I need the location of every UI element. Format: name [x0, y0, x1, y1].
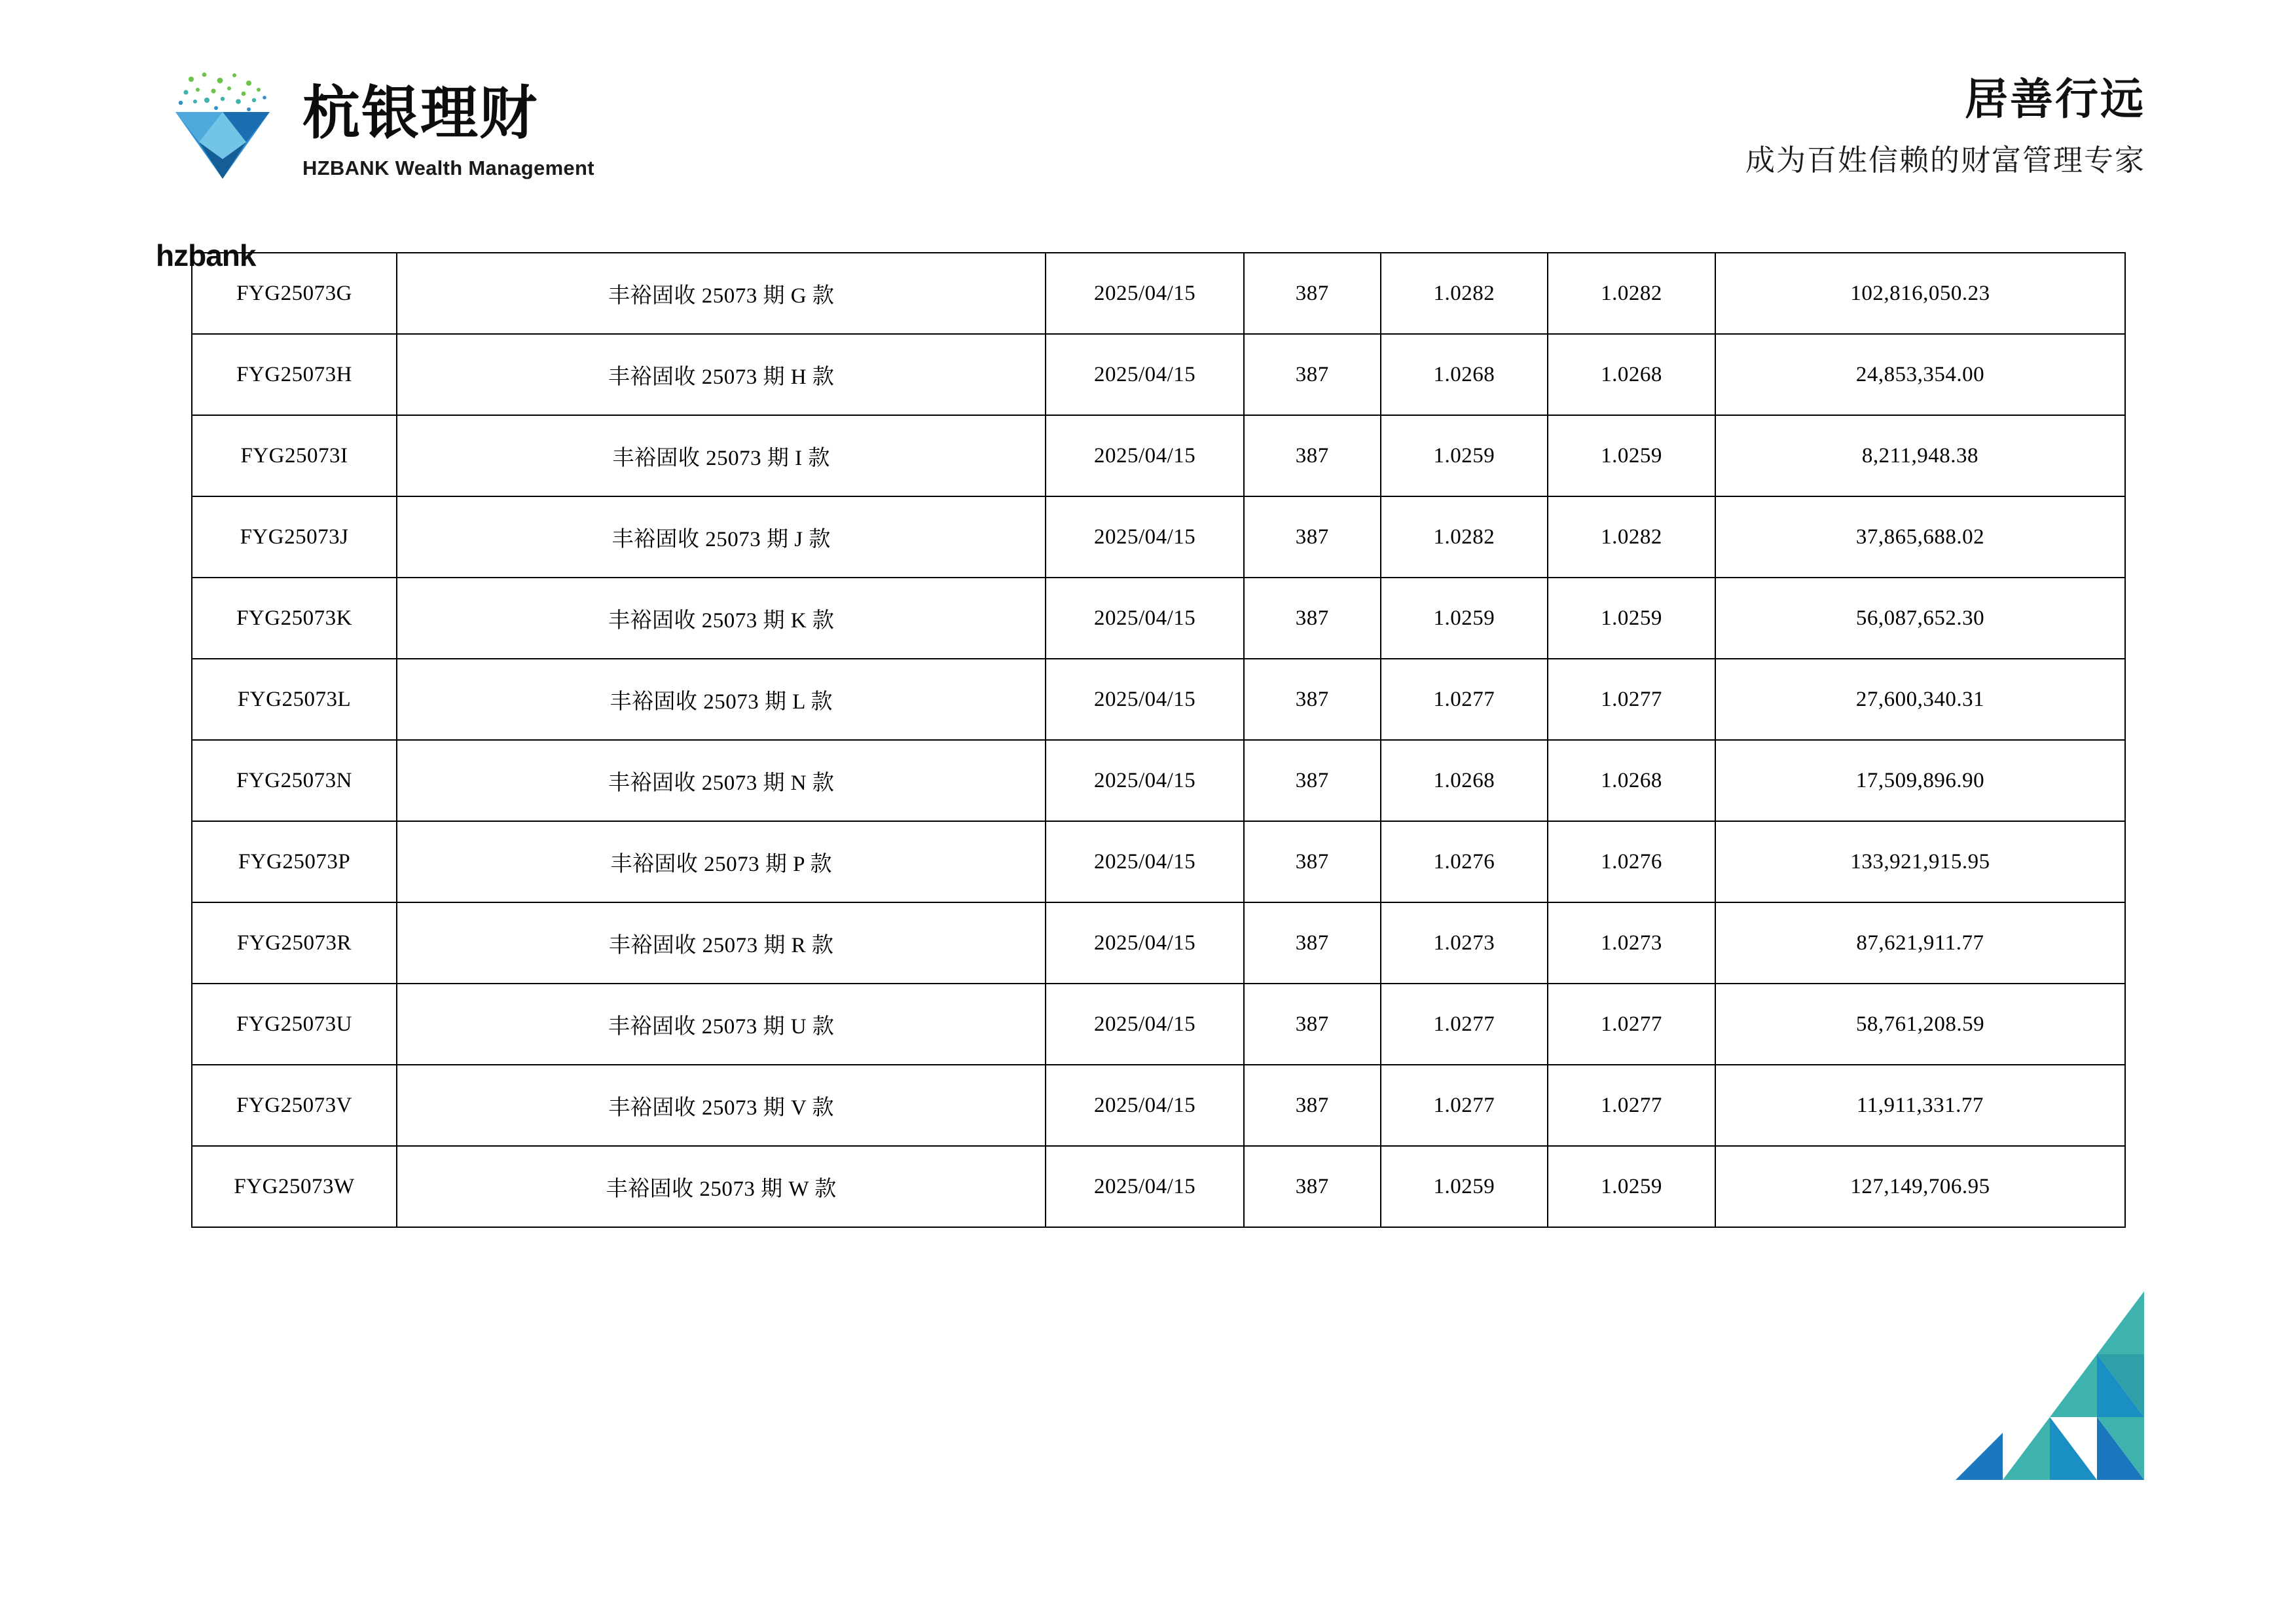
cell-product-name: 丰裕固收 25073 期 P 款: [397, 821, 1046, 902]
cell-product-name: 丰裕固收 25073 期 L 款: [397, 659, 1046, 740]
cell-product-scale: 11,911,331.77: [1715, 1065, 2125, 1146]
cell-cumulative-nav: 1.0282: [1548, 496, 1715, 578]
table-row: [192, 984, 2125, 1065]
table-row: [192, 1065, 2125, 1146]
cell-valuation-date: 2025/04/15: [1046, 821, 1244, 902]
cell-unit-nav: 1.0282: [1381, 496, 1548, 578]
cell-unit-nav: 1.0268: [1381, 740, 1548, 821]
cell-cumulative-nav: 1.0259: [1548, 415, 1715, 496]
cell-cumulative-nav: 1.0277: [1548, 1065, 1715, 1146]
table-body: [192, 253, 2125, 1227]
cell-operating-days: 387: [1244, 496, 1381, 578]
slogan-block: [1745, 75, 2145, 179]
cell-unit-nav: 1.0276: [1381, 821, 1548, 902]
brand-lockup: [157, 69, 594, 183]
cell-cumulative-nav: 1.0282: [1548, 253, 1715, 334]
table-row: [192, 334, 2125, 415]
cell-product-code: FYG25073R: [192, 902, 397, 984]
table-row: [192, 496, 2125, 578]
cell-operating-days: 387: [1244, 821, 1381, 902]
cell-unit-nav: 1.0259: [1381, 415, 1548, 496]
cell-product-code: FYG25073U: [192, 984, 397, 1065]
cell-product-code: FYG25073K: [192, 578, 397, 659]
cell-product-scale: 87,621,911.77: [1715, 902, 2125, 984]
brand-text-block: [302, 69, 594, 180]
cell-product-scale: 8,211,948.38: [1715, 415, 2125, 496]
cell-valuation-date: 2025/04/15: [1046, 415, 1244, 496]
table-row: [192, 415, 2125, 496]
cell-product-name: 丰裕固收 25073 期 G 款: [397, 253, 1046, 334]
cell-product-code: FYG25073P: [192, 821, 397, 902]
cell-product-scale: 58,761,208.59: [1715, 984, 2125, 1065]
cell-unit-nav: 1.0273: [1381, 902, 1548, 984]
cell-operating-days: 387: [1244, 415, 1381, 496]
cell-product-name: 丰裕固收 25073 期 W 款: [397, 1146, 1046, 1227]
cell-operating-days: 387: [1244, 740, 1381, 821]
cell-unit-nav: 1.0277: [1381, 1065, 1548, 1146]
cell-valuation-date: 2025/04/15: [1046, 578, 1244, 659]
cell-product-scale: 102,816,050.23: [1715, 253, 2125, 334]
cell-product-code: FYG25073G: [192, 253, 397, 334]
cell-cumulative-nav: 1.0273: [1548, 902, 1715, 984]
cell-product-name: 丰裕固收 25073 期 H 款: [397, 334, 1046, 415]
cell-product-scale: 133,921,915.95: [1715, 821, 2125, 902]
cell-cumulative-nav: 1.0276: [1548, 821, 1715, 902]
cell-product-scale: 17,509,896.90: [1715, 740, 2125, 821]
table-row: [192, 659, 2125, 740]
cell-valuation-date: 2025/04/15: [1046, 334, 1244, 415]
cell-product-scale: 56,087,652.30: [1715, 578, 2125, 659]
page-header: [0, 69, 2296, 272]
table-row: [192, 578, 2125, 659]
cell-product-name: 丰裕固收 25073 期 R 款: [397, 902, 1046, 984]
table-row: [192, 902, 2125, 984]
brand-name-cn: 杭银理财: [302, 81, 539, 145]
cell-valuation-date: 2025/04/15: [1046, 984, 1244, 1065]
cell-operating-days: 387: [1244, 578, 1381, 659]
cell-product-scale: 24,853,354.00: [1715, 334, 2125, 415]
cell-valuation-date: 2025/04/15: [1046, 659, 1244, 740]
brand-name-en: HZBANK Wealth Management: [302, 157, 594, 179]
cell-unit-nav: 1.0277: [1381, 659, 1548, 740]
cell-product-code: FYG25073W: [192, 1146, 397, 1227]
table-row: [192, 253, 2125, 334]
cell-product-scale: 127,149,706.95: [1715, 1146, 2125, 1227]
cell-cumulative-nav: 1.0277: [1548, 659, 1715, 740]
cell-cumulative-nav: 1.0268: [1548, 740, 1715, 821]
hzbank-logo-icon: [157, 69, 288, 183]
cell-product-code: FYG25073L: [192, 659, 397, 740]
cell-product-code: FYG25073H: [192, 334, 397, 415]
cell-valuation-date: 2025/04/15: [1046, 1065, 1244, 1146]
table-row: [192, 821, 2125, 902]
table-row: [192, 1146, 2125, 1227]
cell-operating-days: 387: [1244, 1146, 1381, 1227]
cell-product-name: 丰裕固收 25073 期 U 款: [397, 984, 1046, 1065]
product-nav-table: [191, 252, 2126, 1228]
cell-unit-nav: 1.0277: [1381, 984, 1548, 1065]
cell-operating-days: 387: [1244, 253, 1381, 334]
cell-operating-days: 387: [1244, 1065, 1381, 1146]
cell-unit-nav: 1.0282: [1381, 253, 1548, 334]
cell-unit-nav: 1.0259: [1381, 578, 1548, 659]
cell-product-code: FYG25073I: [192, 415, 397, 496]
slogan-sub: 成为百姓信赖的财富管理专家: [1745, 143, 2145, 177]
cell-product-name: 丰裕固收 25073 期 V 款: [397, 1065, 1046, 1146]
cell-cumulative-nav: 1.0277: [1548, 984, 1715, 1065]
decorative-triangle-mark-icon: [1928, 1291, 2144, 1481]
cell-product-name: 丰裕固收 25073 期 K 款: [397, 578, 1046, 659]
cell-cumulative-nav: 1.0259: [1548, 578, 1715, 659]
cell-product-name: 丰裕固收 25073 期 I 款: [397, 415, 1046, 496]
cell-product-scale: 37,865,688.02: [1715, 496, 2125, 578]
cell-product-name: 丰裕固收 25073 期 J 款: [397, 496, 1046, 578]
cell-operating-days: 387: [1244, 902, 1381, 984]
cell-unit-nav: 1.0268: [1381, 334, 1548, 415]
cell-cumulative-nav: 1.0268: [1548, 334, 1715, 415]
slogan-main: 居善行远: [1965, 75, 2145, 123]
cell-valuation-date: 2025/04/15: [1046, 1146, 1244, 1227]
cell-valuation-date: 2025/04/15: [1046, 740, 1244, 821]
cell-operating-days: 387: [1244, 334, 1381, 415]
product-nav-table-wrapper: [191, 252, 2126, 1228]
brand-wordmark-hzbank: hzbank: [156, 238, 256, 272]
cell-product-code: FYG25073V: [192, 1065, 397, 1146]
cell-operating-days: 387: [1244, 659, 1381, 740]
cell-product-name: 丰裕固收 25073 期 N 款: [397, 740, 1046, 821]
cell-product-scale: 27,600,340.31: [1715, 659, 2125, 740]
cell-valuation-date: 2025/04/15: [1046, 496, 1244, 578]
cell-product-code: FYG25073N: [192, 740, 397, 821]
cell-operating-days: 387: [1244, 984, 1381, 1065]
cell-unit-nav: 1.0259: [1381, 1146, 1548, 1227]
cell-valuation-date: 2025/04/15: [1046, 253, 1244, 334]
table-row: [192, 740, 2125, 821]
cell-product-code: FYG25073J: [192, 496, 397, 578]
cell-cumulative-nav: 1.0259: [1548, 1146, 1715, 1227]
cell-valuation-date: 2025/04/15: [1046, 902, 1244, 984]
